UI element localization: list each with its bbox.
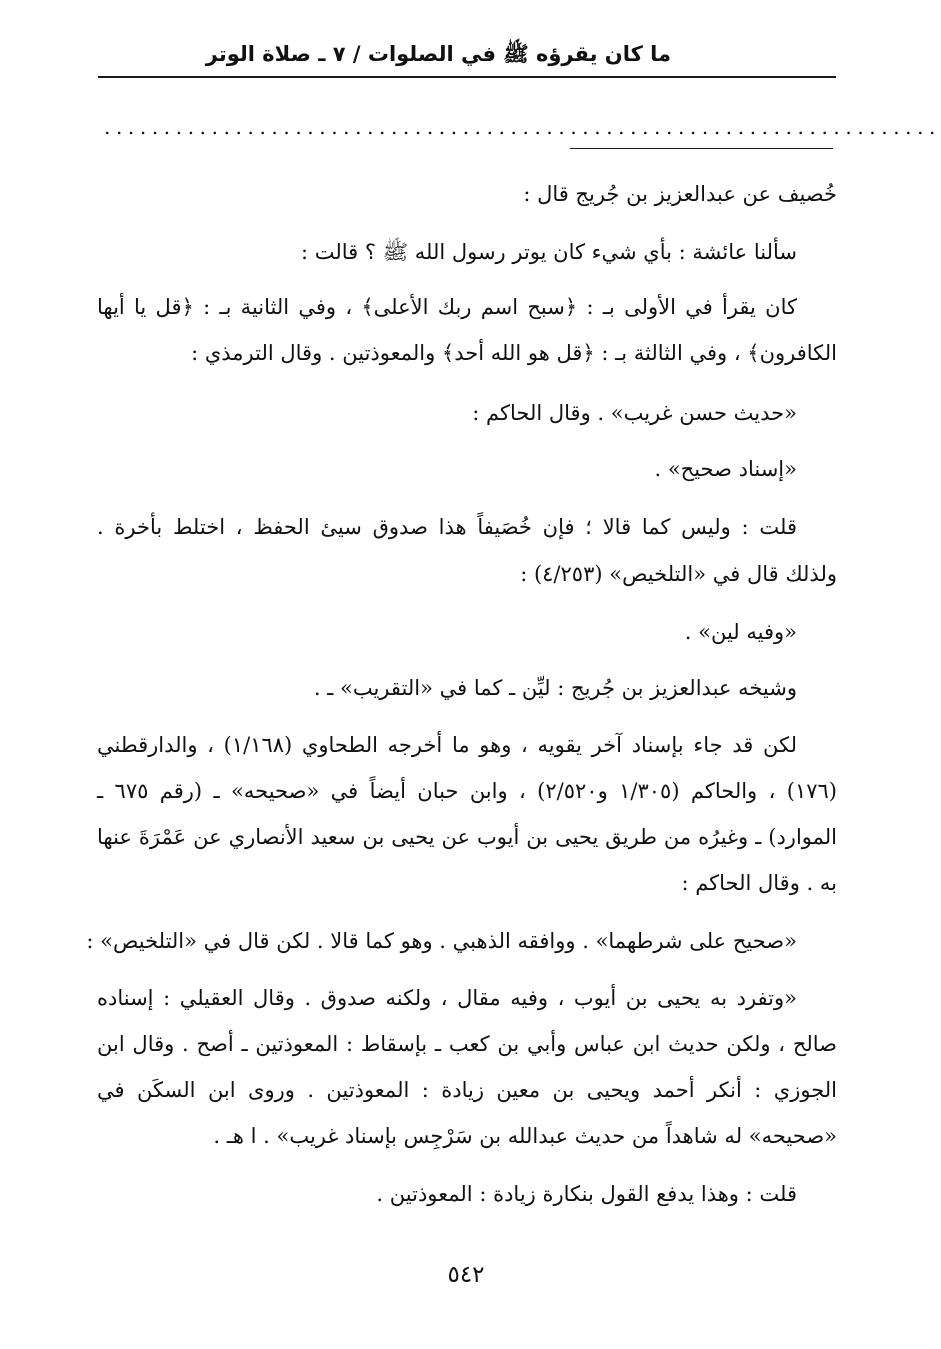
page-number: ٥٤٢ — [447, 1262, 485, 1288]
footnote-rule — [570, 148, 833, 149]
body-line: الموارد) ـ وغيرُه من طريق يحيى بن أيوب عن يحيى بن سعيد الأنصاري عن عَمْرَةَ عنها — [97, 825, 837, 849]
omission-dots: ...................................................................... — [104, 115, 941, 139]
body-line: لكن قد جاء بإسناد آخر يقويه ، وهو ما أخرجه الطحاوي (١/١٦٨) ، والدارقطني — [97, 733, 797, 757]
body-line: (١٧٦) ، والحاكم (١/٣٠٥ و٢/٥٢٠) ، وابن حبان أيضاً في «صحيحه» ـ (رقم ٦٧٥ ـ — [97, 779, 837, 803]
body-line: كان يقرأ في الأولى بـ : ﴿سبح اسم ربك الأعلى﴾ ، وفي الثانية بـ : ﴿قل يا أيها — [97, 295, 797, 319]
header-rule — [98, 76, 836, 78]
body-line: «وفيه لين» . — [684, 620, 797, 644]
body-line: صالح ، ولكن حديث ابن عباس وأبي بن كعب ـ بإسقاط : المعوذتين ـ أصح . وقال ابن — [97, 1032, 837, 1056]
body-line: ولذلك قال في «التلخيص» (٤/٢٥٣) : — [520, 562, 837, 586]
body-line: وشيخه عبدالعزيز بن جُريج : ليِّن ـ كما في «التقريب» ـ . — [313, 676, 797, 700]
body-line: «صحيح على شرطهما» . ووافقه الذهبي . وهو كما قالا . لكن قال في «التلخيص» : — [86, 929, 797, 953]
body-line: «حديث حسن غريب» . وقال الحاكم : — [472, 401, 797, 425]
body-line: «وتفرد به يحيى بن أيوب ، وفيه مقال ، ولكنه صدوق . وقال العقيلي : إسناده — [97, 986, 797, 1010]
body-line: سألنا عائشة : بأي شيء كان يوتر رسول الله ﷺ ؟ قالت : — [300, 240, 797, 264]
body-line: «إسناد صحيح» . — [654, 457, 797, 481]
body-line: الجوزي : أنكر أحمد ويحيى بن معين زيادة : المعوذتين . وروى ابن السكَن في — [97, 1078, 837, 1102]
body-line: به . وقال الحاكم : — [681, 871, 837, 895]
body-line: الكافرون﴾ ، وفي الثالثة بـ : ﴿قل هو الله أحد﴾ والمعوذتين . وقال الترمذي : — [191, 341, 837, 365]
body-line: قلت : وليس كما قالا ؛ فإن خُصَيفاً هذا صدوق سيئ الحفظ ، اختلط بأخرة . — [97, 515, 797, 539]
running-head: ما كان يقرؤه ﷺ في الصلوات / ٧ ـ صلاة الوتر — [205, 42, 671, 66]
body-line: خُصيف عن عبدالعزيز بن جُريج قال : — [523, 182, 837, 206]
body-line: قلت : وهذا يدفع القول بنكارة زيادة : المعوذتين . — [376, 1182, 797, 1206]
body-line: «صحيحه» له شاهداً من حديث عبدالله بن سَرْجِس بإسناد غريب» . ا هـ . — [213, 1124, 837, 1148]
